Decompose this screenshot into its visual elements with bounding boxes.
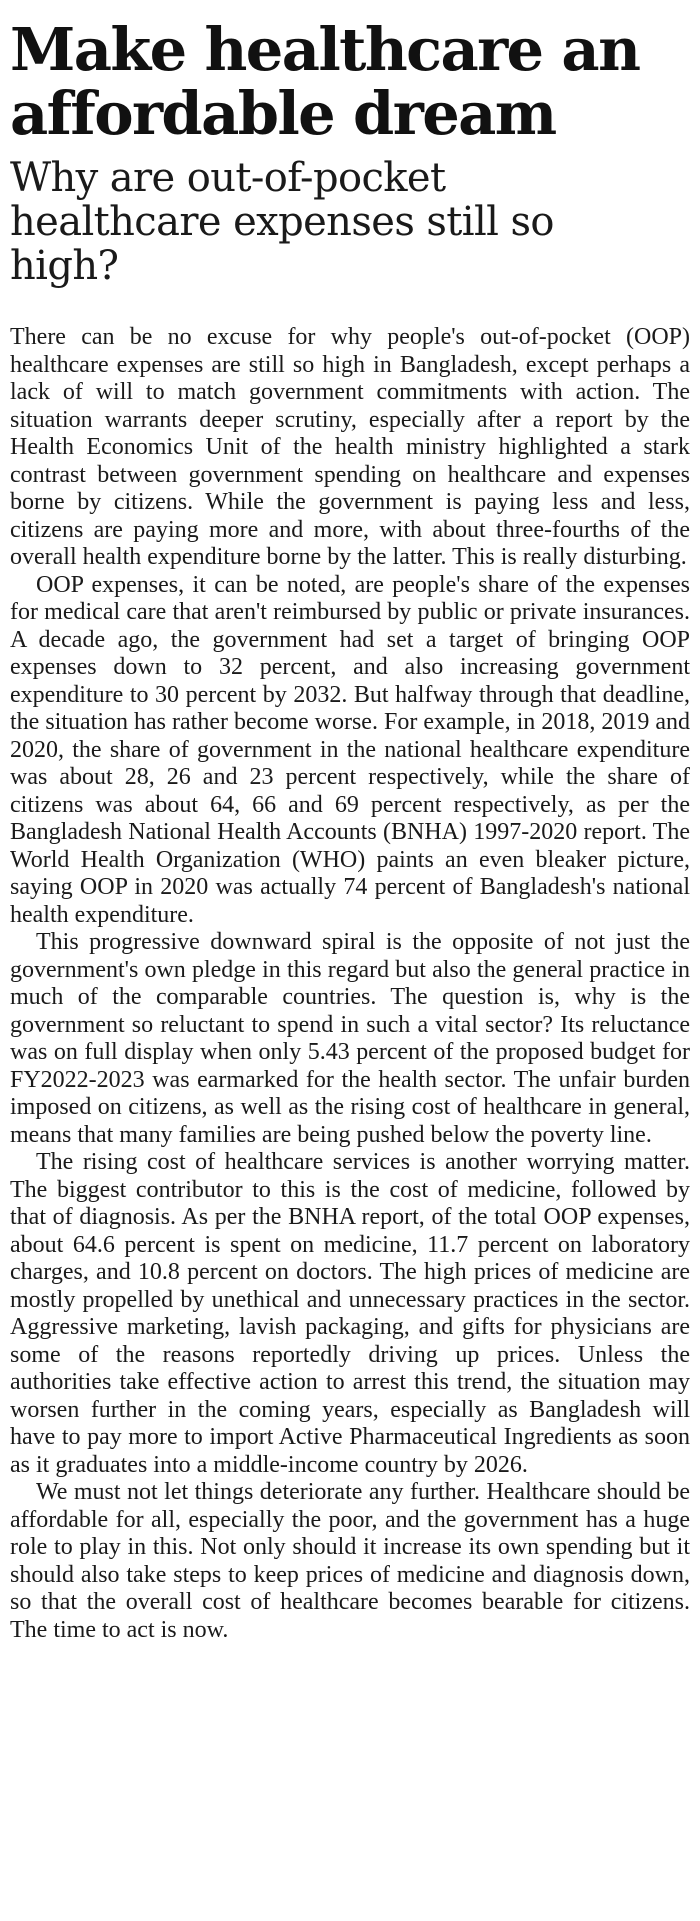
paragraph: OOP expenses, it can be noted, are people's share of the expenses for medical care that aren't reimbursed by public or private insurances. A decade ago, the government had set a target of bringing OOP expenses down to 32 percent, and also increasing government expenditure to 30 percent by 2032. But halfway through that deadline, the situation has rather become worse. For example, in 2018, 2019 and 2020, the share of government in the national healthcare expenditure was about 28, 26 and 23 percent respectively, while the share of citizens was about 64, 66 and 69 percent respectively, as per the Bangladesh National Health Accounts (BNHA) 1997-2020 report. The World Health Organization (WHO) paints an even bleaker picture, saying OOP in 2020 was actually 74 percent of Bangladesh's national health expenditure.: [10, 571, 690, 928]
paragraph: There can be no excuse for why people's out-of-pocket (OOP) healthcare expenses are still so high in Bangladesh, except perhaps a lack of will to match government commitments with action. The situation warrants deeper scrutiny, especially after a report by the Health Economics Unit of the health ministry highlighted a stark contrast between government spending on healthcare and expenses borne by citizens. While the government is paying less and less, citizens are paying more and more, with about three-fourths of the overall health expenditure borne by the latter. This is really disturbing.: [10, 324, 690, 570]
subhead: Why are out-of-pocket healthcare expenses still so high?: [10, 155, 554, 289]
paragraph: The rising cost of healthcare services is another worrying matter. The biggest contributor to this is the cost of medicine, followed by that of diagnosis. As per the BNHA report, of the total OOP expenses, about 64.6 percent is spent on medicine, 11.7 percent on laboratory charges, and 10.8 percent on doctors. The high prices of medicine are mostly propelled by unethical and unnecessary practices in the sector. Aggressive marketing, lavish packaging, and gifts for physicians are some of the reasons reportedly driving up prices. Unless the authorities take effective action to arrest this trend, the situation may worsen further in the coming years, especially as Bangladesh will have to pay more to import Active Pharmaceutical Ingredients as soon as it graduates into a middle-income country by 2026.: [10, 1149, 690, 1478]
article-body: [10, 324, 690, 1644]
paragraph: This progressive downward spiral is the opposite of not just the government's own pledge in this regard but also the general practice in much of the comparable countries. The question is, why is the government so reluctant to spend in such a vital sector? Its reluctance was on full display when only 5.43 percent of the proposed budget for FY2022-2023 was earmarked for the health sector. The unfair burden imposed on citizens, as well as the rising cost of healthcare in general, means that many families are being pushed below the poverty line.: [10, 929, 690, 1148]
headline: Make healthcare an affordable dream: [10, 15, 640, 148]
paragraph: We must not let things deteriorate any further. Healthcare should be affordable for all, especially the poor, and the government has a huge role to play in this. Not only should it increase its own spending but it should also take steps to keep prices of medicine and diagnosis down, so that the overall cost of healthcare becomes bearable for citizens. The time to act is now.: [10, 1479, 690, 1643]
